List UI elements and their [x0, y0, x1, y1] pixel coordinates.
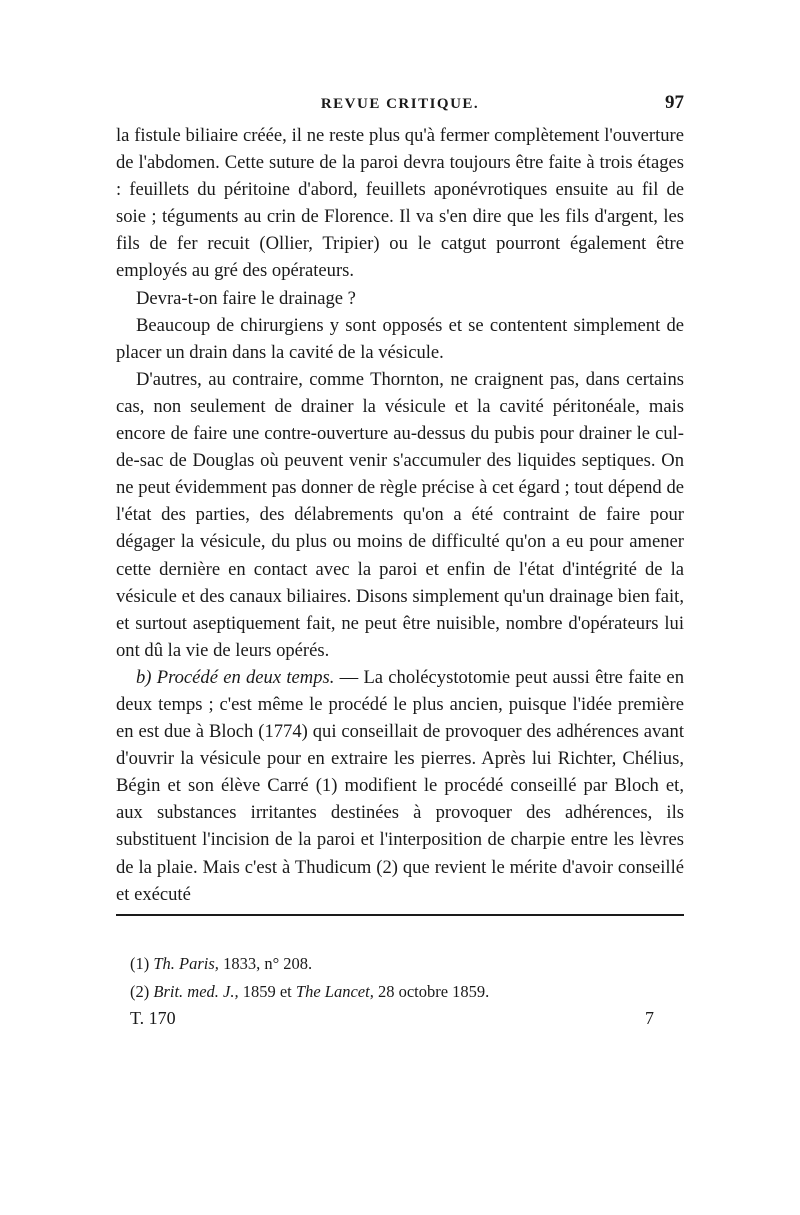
- page-number: 97: [665, 92, 684, 113]
- footnote-rule: [116, 914, 684, 916]
- footnote-text: 28 octobre 1859.: [373, 981, 490, 1001]
- running-head: [116, 92, 684, 122]
- footnote-text: 1859 et: [238, 981, 296, 1001]
- paragraph: Devra-t-on faire le drainage ?: [136, 287, 356, 309]
- document-page: [116, 92, 684, 1038]
- running-title: REVUE CRITIQUE.: [320, 96, 480, 112]
- paragraph: Beaucoup de chirurgiens y sont opposés et se contentent simplement de placer un drain dans la cavité de la vésicule.: [116, 314, 684, 363]
- footnote-source: Brit. med. J.,: [153, 981, 239, 1001]
- footnote-text: 1833, n° 208.: [218, 953, 313, 973]
- paragraph: [116, 664, 684, 908]
- paragraph: la fistule biliaire créée, il ne reste plus qu'à fermer complètement l'ouverture de l'abdomen. Cette suture de la paroi devra toujours être faite à trois étages : feuillets du péritoine d'abord, feuillets aponévrotiques ensuite au fil de soie ; téguments au crin de Florence. Il va s'en dire que les fils d'argent, les fils de fer recuit (Ollier, Tripier) ou le catgut pourront également être employés au gré des opérateurs.: [116, 125, 684, 282]
- footnote-number: (1): [130, 953, 150, 973]
- footnote: [130, 950, 684, 978]
- footnote-source: The Lancet,: [295, 981, 374, 1001]
- footnote: [130, 978, 684, 1006]
- paragraph: D'autres, au contraire, comme Thornton, ne craignent pas, dans certains cas, non seulement de drainer la vésicule et la cavité péritonéale, mais encore de faire une contre-ouverture au-dessus du pubis pour drainer le cul-de-sac de Douglas où peuvent venir s'accumuler des liquides septiques. On ne peut évidemment pas donner de règle précise à cet égard ; tout dépend de l'état des parties, des délabrements qu'on a été contraint de faire pour dégager la vésicule, du plus ou moins de difficulté qu'on a eu pour amener cette dernière en contact avec la paroi et enfin de l'état d'intégrité de la vésicule et des canaux biliaires. Disons simplement qu'un drainage bien fait, et surtout aseptiquement fait, ne peut être nuisible, nombre d'opérateurs lui ont dû la vie de leurs opérés.: [116, 368, 684, 661]
- sheet-mark: 7: [645, 1007, 654, 1028]
- body-text: [116, 122, 684, 908]
- footnote-source: Th. Paris,: [153, 953, 219, 973]
- volume-mark: T. 170: [130, 1007, 176, 1028]
- section-text: — La cholécystotomie peut aussi être faite en deux temps ; c'est même le procédé le plus ancien, puisque l'idée première en est due à Bloch (1774) qui conseillait de provoquer des adhérences avant d'ouvrir la vésicule pour en extraire les pierres. Après lui Richter, Chélius, Bégin et son élève Carré (1) modifient le procédé conseillé par Bloch et, aux substances irritantes destinées à provoquer des adhérences, ils substituent l'incision de la paroi et l'interposition de charpie entre les lèvres de la plaie. Mais c'est à Thudicum (2) que revient le mérite d'avoir conseillé et exécuté: [116, 666, 684, 905]
- footnotes: [116, 950, 684, 1006]
- footnote-number: (2): [130, 981, 150, 1001]
- signature-line: [116, 1008, 684, 1038]
- section-label: b) Procédé en deux temps.: [136, 666, 335, 688]
